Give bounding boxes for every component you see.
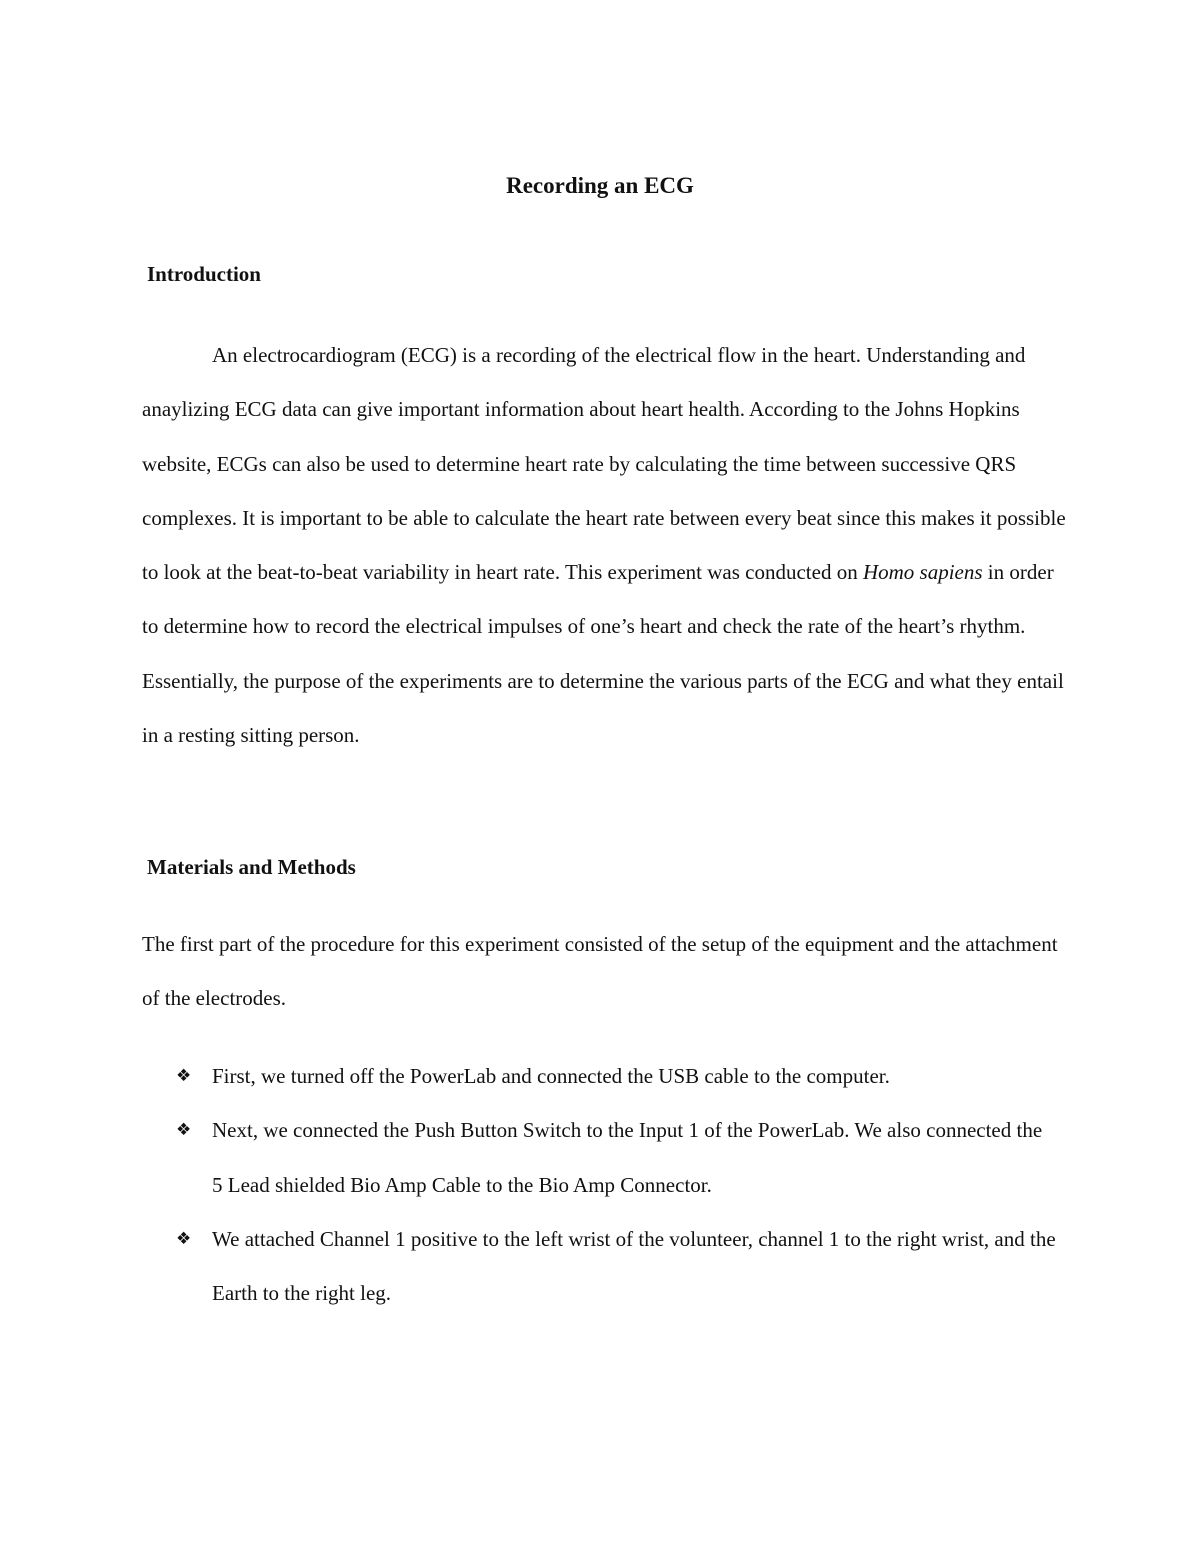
- materials-methods-paragraph: The first part of the procedure for this experiment consisted of the setup of the equipment and the attachment of the electrodes.: [142, 932, 1058, 1011]
- procedure-step: [176, 1049, 1056, 1103]
- diamond-bullet-icon: ❖: [176, 1120, 192, 1141]
- procedure-step-text: Next, we connected the Push Button Switch to the Input 1 of the PowerLab. We also connected the 5 Lead shielded Bio Amp Cable to the Bio Amp Connector.: [212, 1118, 1043, 1197]
- procedure-step: [176, 1212, 1056, 1321]
- species-name: Homo sapiens: [862, 560, 983, 585]
- introduction-text-part-1: An electrocardiogram (ECG) is a recording of the electrical flow in the heart. Understanding and anaylizing ECG data can give important information about heart health. According to the Johns Hopkins website, ECGs can also be used to determine heart rate by calculating the time between successive QRS complexes. It is important to be able to calculate the heart rate between every beat since this makes it possible to look at the beat-to-beat variability in heart rate. This experiment was conducted on: [142, 343, 1066, 585]
- document-title: Recording an ECG: [506, 173, 694, 198]
- introduction-paragraph: [142, 328, 1067, 762]
- diamond-bullet-icon: ❖: [176, 1228, 192, 1249]
- procedure-step-text: First, we turned off the PowerLab and connected the USB cable to the computer.: [212, 1064, 890, 1088]
- diamond-bullet-icon: ❖: [176, 1066, 192, 1086]
- procedure-step-text: We attached Channel 1 positive to the left wrist of the volunteer, channel 1 to the right wrist, and the Earth to the right leg.: [212, 1226, 1056, 1306]
- materials-methods-heading: Materials and Methods: [147, 855, 356, 879]
- procedure-step: [176, 1103, 1056, 1212]
- procedure-step-list: [176, 1049, 1056, 1320]
- introduction-heading: Introduction: [147, 262, 261, 286]
- introduction-text-part-2: in order to determine how to record the electrical impulses of one’s heart and check the rate of the heart’s rhythm. Essentially, the purpose of the experiments are to determine the various parts of the ECG and what they entail in a resting sitting person.: [142, 560, 1064, 748]
